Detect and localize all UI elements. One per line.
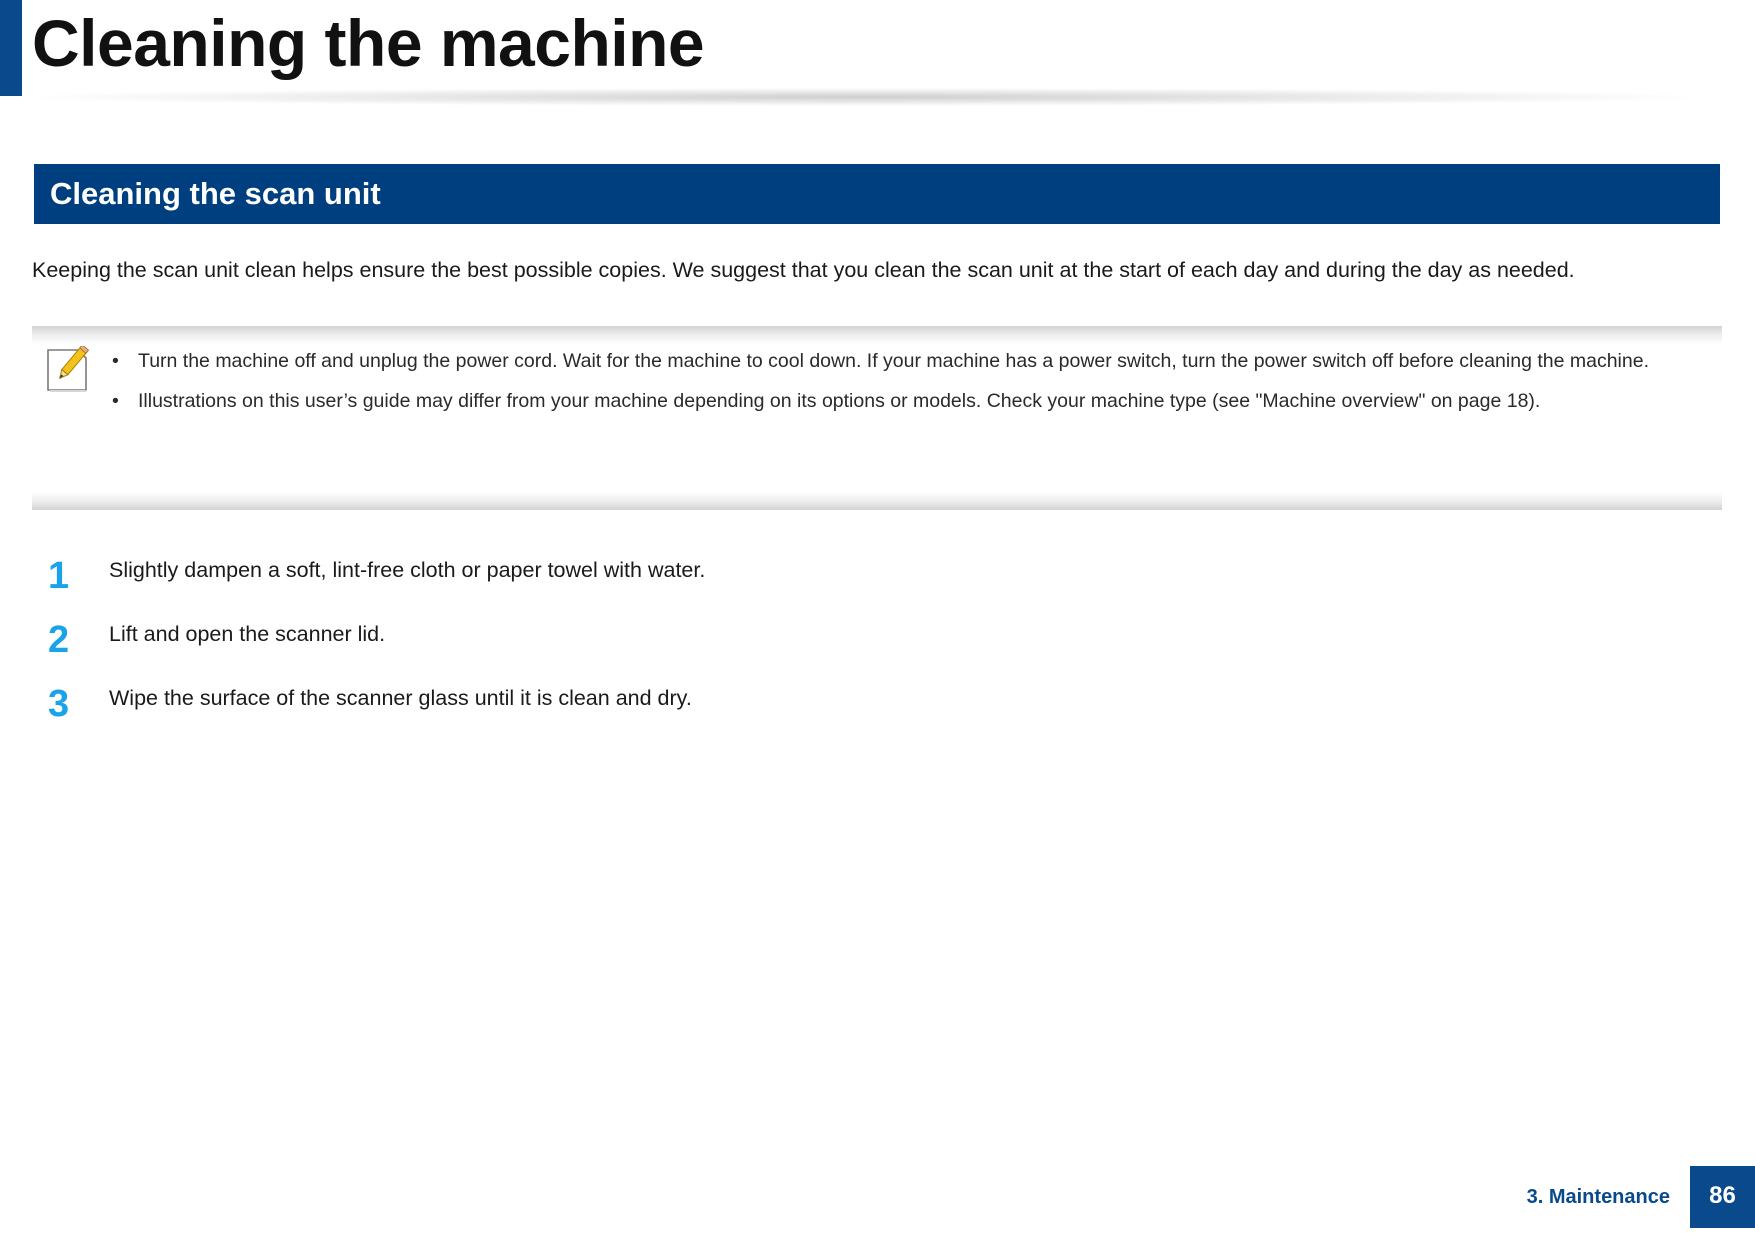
step-number: 2	[48, 619, 70, 661]
note-list	[112, 346, 1712, 426]
step-item	[44, 680, 1644, 744]
title-divider	[32, 88, 1692, 106]
note-bottom-border	[32, 492, 1722, 510]
bullet: •	[112, 390, 119, 412]
section-header	[34, 164, 1720, 224]
bullet: •	[112, 350, 119, 372]
note-item	[112, 386, 1712, 416]
note-item-text: Turn the machine off and unplug the power cord. Wait for the machine to cool down. If your machine has a power switch, turn the power switch off before cleaning the machine.	[138, 350, 1649, 372]
note-item-text: Illustrations on this user’s guide may differ from your machine depending on its options or models. Check your machine type (see "Machine overview" on page 18).	[138, 390, 1541, 412]
note-item	[112, 346, 1712, 376]
note-top-border	[32, 326, 1722, 344]
steps-list	[44, 552, 1644, 744]
step-item	[44, 552, 1644, 616]
step-text: Wipe the surface of the scanner glass until it is clean and dry.	[109, 686, 692, 710]
step-number: 1	[48, 555, 70, 597]
section-title: Cleaning the scan unit	[50, 176, 381, 211]
step-number: 3	[48, 683, 70, 725]
page-number-badge: 86	[1690, 1166, 1755, 1228]
page-title-accent	[0, 0, 22, 96]
step-text: Slightly dampen a soft, lint-free cloth or paper towel with water.	[109, 558, 706, 582]
step-text: Lift and open the scanner lid.	[109, 622, 386, 646]
intro-paragraph: Keeping the scan unit clean helps ensure the best possible copies. We suggest that you clean the scan unit at the start of each day and during the day as needed.	[32, 258, 1575, 282]
note-pencil-icon	[46, 346, 90, 394]
page-title: Cleaning the machine	[32, 6, 705, 80]
step-item	[44, 616, 1644, 680]
footer-section-link[interactable]: 3. Maintenance	[1526, 1186, 1670, 1208]
